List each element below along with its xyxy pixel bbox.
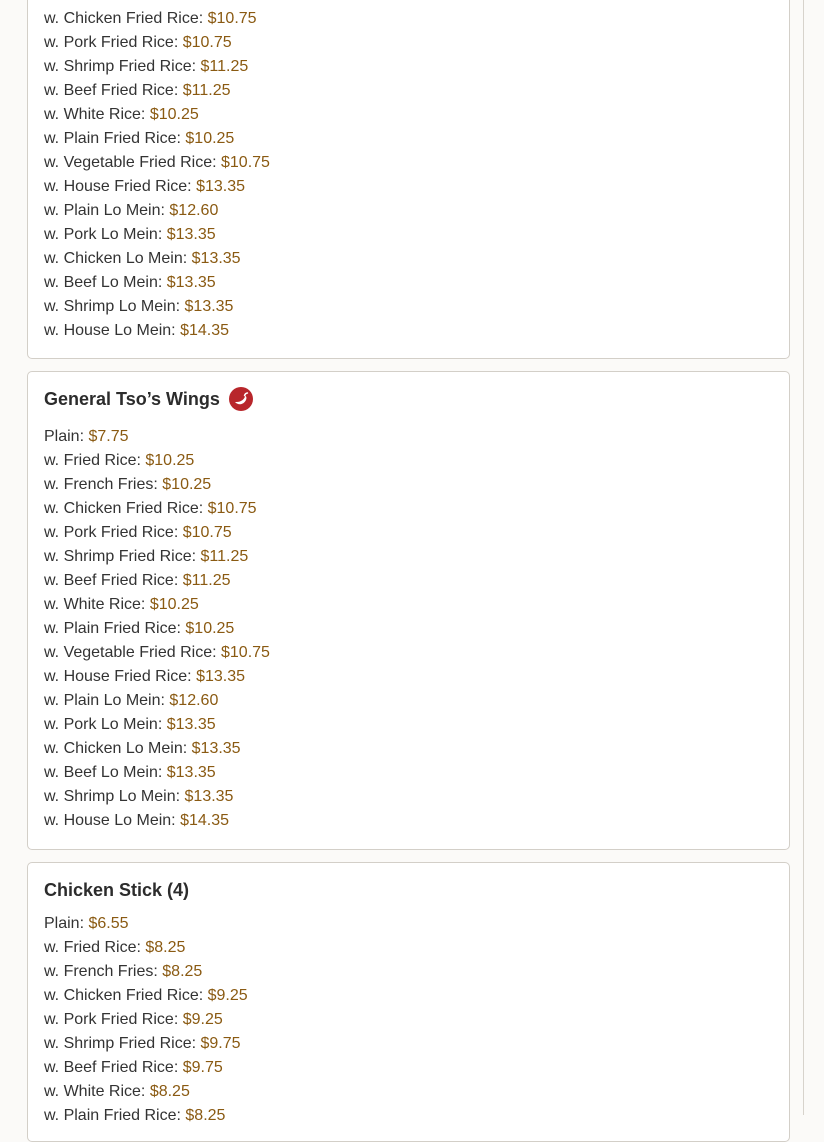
menu-price-row: [44, 151, 270, 175]
item-label: w. Chicken Fried Rice:: [44, 500, 204, 517]
menu-price-row: [44, 127, 270, 151]
menu-price-row: [44, 247, 270, 271]
item-label: w. Pork Lo Mein:: [44, 716, 163, 733]
scrollbar[interactable]: [803, 0, 804, 1115]
menu-price-row: [44, 223, 270, 247]
item-price: $11.25: [182, 572, 231, 589]
menu-price-row: [44, 761, 270, 785]
item-label: w. Vegetable Fried Rice:: [44, 644, 217, 661]
menu-price-row: [44, 1008, 248, 1032]
item-price: $11.25: [182, 82, 231, 99]
menu-price-row: [44, 295, 270, 319]
item-price: $11.25: [200, 548, 249, 565]
item-price: $10.75: [182, 524, 232, 541]
item-price: $10.25: [185, 620, 235, 637]
item-label: w. Chicken Lo Mein:: [44, 250, 188, 267]
item-label: w. Pork Fried Rice:: [44, 524, 179, 541]
item-price: $13.35: [166, 764, 216, 781]
item-price: $10.25: [162, 476, 212, 493]
item-label: w. French Fries:: [44, 963, 158, 980]
item-label: w. Fried Rice:: [44, 452, 141, 469]
item-price: $10.75: [221, 154, 270, 171]
item-label: w. Plain Fried Rice:: [44, 620, 181, 637]
item-price: $7.75: [88, 428, 129, 445]
menu-price-row: [44, 912, 248, 936]
item-label: w. Beef Fried Rice:: [44, 1059, 179, 1076]
item-price: $12.60: [169, 202, 219, 219]
item-price: $10.75: [182, 34, 232, 51]
menu-price-row: [44, 1080, 248, 1104]
item-price: $10.75: [207, 10, 257, 27]
price-list: [44, 7, 270, 343]
item-label: w. Shrimp Lo Mein:: [44, 298, 181, 315]
menu-price-row: [44, 545, 270, 569]
item-price: $8.25: [185, 1107, 226, 1124]
item-label: w. White Rice:: [44, 1083, 146, 1100]
menu-price-row: [44, 1104, 248, 1128]
menu-price-row: [44, 984, 248, 1008]
item-price: $8.25: [162, 963, 203, 980]
menu-price-row: [44, 617, 270, 641]
item-label: w. Shrimp Fried Rice:: [44, 548, 197, 565]
menu-price-row: [44, 319, 270, 343]
item-label: w. Beef Fried Rice:: [44, 82, 179, 99]
menu-price-row: [44, 497, 270, 521]
item-price: $10.75: [221, 644, 270, 661]
item-label: w. Pork Fried Rice:: [44, 1011, 179, 1028]
item-label: w. House Fried Rice:: [44, 178, 192, 195]
item-label: w. Fried Rice:: [44, 939, 141, 956]
item-price: $14.35: [180, 812, 230, 829]
item-label: w. Plain Fried Rice:: [44, 1107, 181, 1124]
item-price: $10.25: [149, 596, 199, 613]
menu-section-card: [27, 371, 790, 850]
menu-price-row: [44, 7, 270, 31]
section-title-text: Chicken Stick (4): [44, 879, 190, 900]
menu-price-row: [44, 175, 270, 199]
item-label: w. House Lo Mein:: [44, 322, 176, 339]
item-label: w. Shrimp Fried Rice:: [44, 58, 197, 75]
item-price: $13.35: [166, 274, 216, 291]
item-label: w. Beef Fried Rice:: [44, 572, 179, 589]
menu-price-row: [44, 31, 270, 55]
item-price: $10.25: [185, 130, 235, 147]
menu-price-row: [44, 936, 248, 960]
menu-price-row: [44, 271, 270, 295]
menu-price-row: [44, 737, 270, 761]
item-label: w. Chicken Fried Rice:: [44, 987, 204, 1004]
item-label: w. Vegetable Fried Rice:: [44, 154, 217, 171]
menu-section-card: [27, 862, 790, 1142]
item-price: $9.25: [182, 1011, 223, 1028]
menu-price-row: [44, 55, 270, 79]
item-label: w. Shrimp Lo Mein:: [44, 788, 181, 805]
menu-price-row: [44, 641, 270, 665]
item-price: $6.55: [88, 915, 129, 932]
menu-price-row: [44, 1056, 248, 1080]
item-label: w. House Lo Mein:: [44, 812, 176, 829]
item-label: w. White Rice:: [44, 106, 146, 123]
item-price: $13.35: [196, 178, 245, 195]
item-label: w. Plain Lo Mein:: [44, 692, 165, 709]
item-price: $13.35: [196, 668, 245, 685]
menu-price-row: [44, 809, 270, 833]
menu-price-row: [44, 79, 270, 103]
price-list: [44, 912, 248, 1128]
menu-price-row: [44, 199, 270, 223]
menu-price-row: [44, 960, 248, 984]
item-label: w. Pork Fried Rice:: [44, 34, 179, 51]
item-price: $8.25: [145, 939, 186, 956]
item-price: $13.35: [191, 740, 241, 757]
item-label: w. White Rice:: [44, 596, 146, 613]
item-price: $13.35: [166, 716, 216, 733]
item-price: $9.75: [200, 1035, 241, 1052]
item-price: $10.25: [145, 452, 195, 469]
section-title: [44, 386, 253, 412]
menu-price-row: [44, 785, 270, 809]
menu-price-row: [44, 689, 270, 713]
menu-price-row: [44, 665, 270, 689]
item-label: w. Beef Lo Mein:: [44, 274, 163, 291]
item-price: $10.25: [149, 106, 199, 123]
item-label: w. Beef Lo Mein:: [44, 764, 163, 781]
item-label: w. Plain Lo Mein:: [44, 202, 165, 219]
item-price: $10.75: [207, 500, 257, 517]
menu-price-row: [44, 473, 270, 497]
item-label: w. French Fries:: [44, 476, 158, 493]
menu-price-row: [44, 449, 270, 473]
section-title: [44, 877, 189, 903]
item-label: Plain:: [44, 915, 85, 932]
item-price: $12.60: [169, 692, 219, 709]
item-label: w. Pork Lo Mein:: [44, 226, 163, 243]
menu-price-row: [44, 569, 270, 593]
menu-price-row: [44, 103, 270, 127]
chili-pepper-icon: [229, 387, 253, 411]
item-price: $9.75: [182, 1059, 223, 1076]
item-price: $9.25: [207, 987, 248, 1004]
menu-price-row: [44, 1032, 248, 1056]
item-label: w. Chicken Fried Rice:: [44, 10, 204, 27]
price-list: [44, 425, 270, 833]
item-label: w. Chicken Lo Mein:: [44, 740, 188, 757]
item-label: w. Plain Fried Rice:: [44, 130, 181, 147]
item-label: w. Shrimp Fried Rice:: [44, 1035, 197, 1052]
menu-price-row: [44, 713, 270, 737]
item-price: $11.25: [200, 58, 249, 75]
item-label: w. House Fried Rice:: [44, 668, 192, 685]
item-label: Plain:: [44, 428, 85, 445]
section-title-text: General Tso’s Wings: [44, 388, 220, 409]
menu-price-row: [44, 521, 270, 545]
item-price: $14.35: [180, 322, 230, 339]
item-price: $13.35: [191, 250, 241, 267]
item-price: $13.35: [184, 788, 234, 805]
item-price: $8.25: [149, 1083, 190, 1100]
item-price: $13.35: [184, 298, 234, 315]
menu-price-row: [44, 593, 270, 617]
menu-price-row: [44, 425, 270, 449]
item-price: $13.35: [166, 226, 216, 243]
menu-section-card: [27, 0, 790, 359]
